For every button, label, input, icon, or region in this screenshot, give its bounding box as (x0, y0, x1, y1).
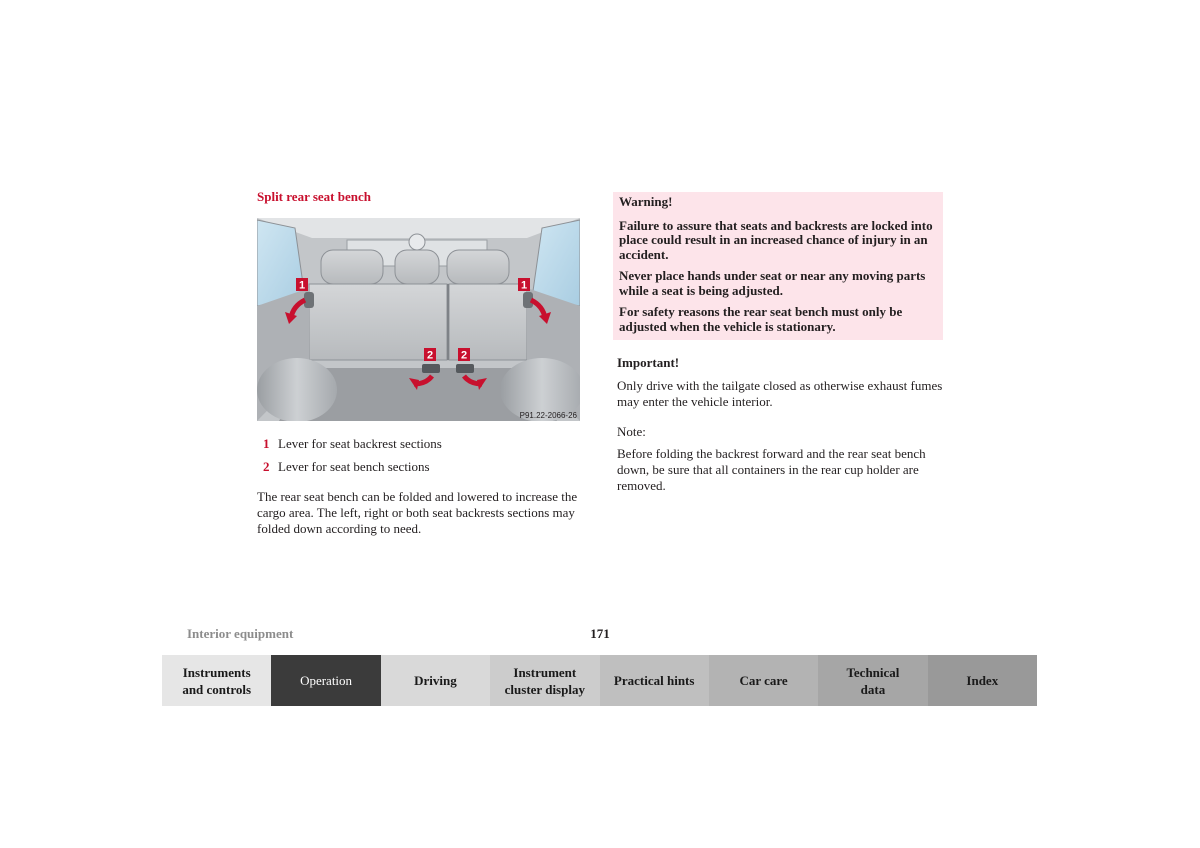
rear-seat-illustration (257, 218, 580, 421)
chapter-tabs (162, 655, 1037, 706)
svg-text:2: 2 (460, 349, 468, 362)
svg-text:1: 1 (298, 279, 306, 292)
warning-paragraph: Failure to assure that seats and backrests are locked into place could result in an increased chance of injury in an accident. (619, 217, 933, 262)
warning-box (613, 192, 943, 340)
warning-paragraph: For safety reasons the rear seat bench must only be adjusted when the vehicle is stationary. (619, 304, 903, 334)
note-text: Before folding the backrest forward and the rear seat bench down, be sure that all containers in the rear cup holder are removed. (617, 446, 926, 493)
tab-car-care[interactable]: Car care (709, 655, 818, 706)
important-text: Only drive with the tailgate closed as otherwise exhaust fumes may enter the vehicle interior. (617, 378, 943, 409)
legend-text: Lever for seat backrest sections (278, 436, 442, 451)
page-number: 171 (590, 626, 610, 641)
warning-title: Warning! (619, 194, 673, 209)
tab-driving[interactable]: Driving (381, 655, 490, 706)
legend-text: Lever for seat bench sections (278, 459, 430, 474)
callout-2-left (424, 348, 436, 362)
rear-seat-drawing (257, 218, 580, 421)
tab-index[interactable]: Index (928, 655, 1037, 706)
warning-paragraph: Never place hands under seat or near any moving parts while a seat is being adjusted. (619, 268, 926, 298)
body-paragraph: The rear seat bench can be folded and lowered to increase the cargo area. The left, right or both seat backrests sections may folded down according to need. (257, 489, 578, 536)
figure-legend (263, 435, 442, 481)
note-title: Note: (617, 424, 646, 439)
callout-2-right (458, 348, 470, 362)
svg-text:2: 2 (426, 349, 434, 362)
legend-number: 2 (263, 459, 270, 474)
legend-item (263, 435, 442, 458)
svg-text:1: 1 (520, 279, 528, 292)
legend-number: 1 (263, 436, 270, 451)
footer-section-title: Interior equipment (187, 626, 294, 641)
tab-technical-data[interactable]: Technical data (818, 655, 927, 706)
callout-1-right (518, 278, 530, 292)
callout-1-left (296, 278, 308, 292)
tab-instrument-cluster-display[interactable]: Instrument cluster display (490, 655, 599, 706)
notes-column (617, 355, 947, 494)
tab-practical-hints[interactable]: Practical hints (600, 655, 709, 706)
legend-item (263, 458, 442, 481)
image-code: P91.22-2066-26 (519, 411, 577, 420)
important-title: Important! (617, 355, 680, 370)
tab-instruments-and-controls[interactable]: Instruments and controls (162, 655, 271, 706)
tab-operation[interactable]: Operation (271, 655, 380, 706)
section-title: Split rear seat bench (257, 189, 371, 204)
